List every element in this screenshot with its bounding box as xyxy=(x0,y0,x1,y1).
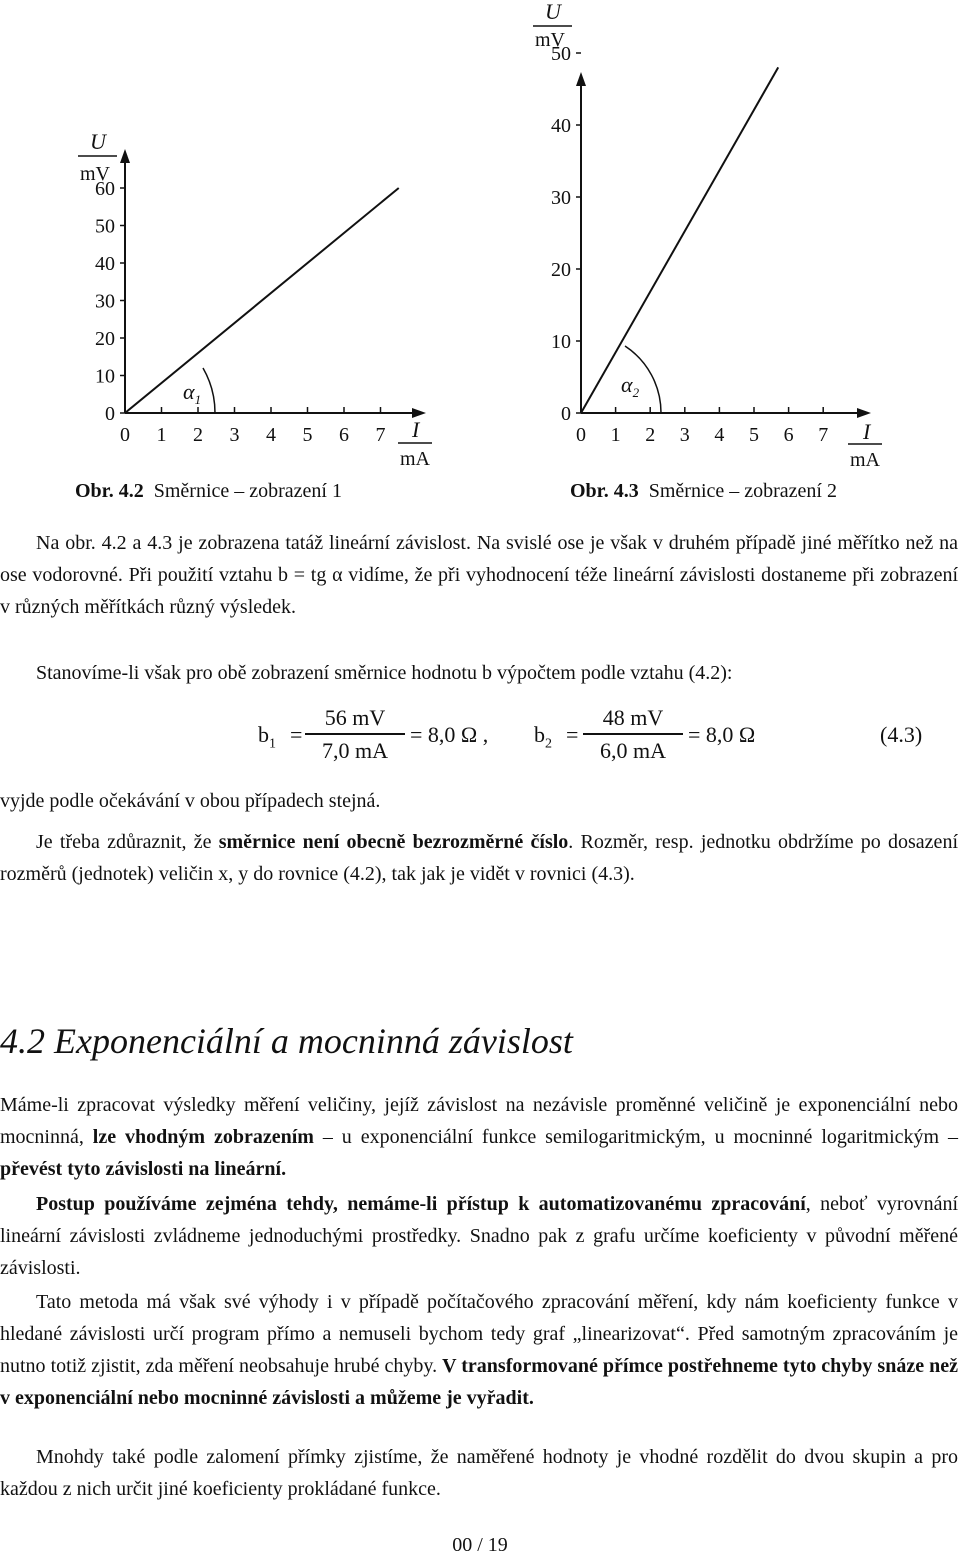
fig2-x-title: I xyxy=(863,419,871,444)
paragraph-4: Je třeba zdůraznit, že směrnice není obecně bezrozměrné číslo. Rozměr, resp. jednotku obdržíme po dosazení rozměrů (jednotek) veličin x, y do rovnice (4.2), tak jak je vidět v rovnici (4.3). xyxy=(0,831,958,885)
fig1-x-tick-label: 4 xyxy=(266,424,276,446)
fig2-x-unit: mA xyxy=(850,449,880,471)
page-number: 00 / 19 xyxy=(452,1534,508,1556)
fig2-y-tick-label: 20 xyxy=(551,259,571,281)
fig1-angle-arc xyxy=(203,368,215,413)
eq-result-2: = 8,0 Ω xyxy=(688,722,756,747)
fig1-x-tick-label: 7 xyxy=(375,424,386,446)
fig2-y-title: U xyxy=(545,0,561,24)
figure-1-caption-label: Obr. 4.2 xyxy=(75,480,144,502)
paragraph-3: vyjde podle očekávání v obou případech stejná. xyxy=(0,790,381,812)
fig1-y-tick-label: 20 xyxy=(95,328,115,350)
eq-num-1: 56 mV xyxy=(324,705,386,730)
fig1-y-tick-label: 10 xyxy=(95,365,115,388)
section-heading: 4.2 Exponenciální a mocninná závislost xyxy=(0,1021,573,1061)
eq-ref: (4.3) xyxy=(880,722,923,747)
fig1-y-tick-label: 50 xyxy=(95,215,115,238)
fig1-y-tick-label: 0 xyxy=(105,403,115,425)
fig1-x-tick-label: 6 xyxy=(339,424,349,446)
fig1-y-tick-label: 40 xyxy=(95,253,115,275)
paragraph-8: Mnohdy také podle zalomení přímky zjistíme, že naměřené hodnoty je vhodné rozdělit do dvou skupin a pro každou z nich určit jiné koeficienty prokládané funkce. xyxy=(0,1446,958,1500)
fig2-x-tick-label: 3 xyxy=(679,424,690,446)
fig2-y-arrow-icon xyxy=(576,72,586,86)
fig2-x-tick-label: 7 xyxy=(818,424,829,446)
eq-equals-1: = xyxy=(290,722,303,747)
figure-2-caption-label: Obr. 4.3 xyxy=(570,480,639,502)
figure-2-caption-text: Směrnice – zobrazení 2 xyxy=(648,480,837,502)
fig2-x-tick-label: 4 xyxy=(714,424,725,446)
fig2-x-tick-label: 2 xyxy=(645,424,656,446)
paragraph-5: Máme-li zpracovat výsledky měření veličiny, jejíž závislost na nezávisle proměnné veličině je exponenciální nebo mocninná, lze vhodným zobrazením – u exponenciální funkce semilogaritmickým, u mocninné logaritmickým – převést tyto závislosti na lineární. xyxy=(0,1094,958,1180)
fig2-y-tick-label: 30 xyxy=(551,187,571,209)
fig2-y-tick-label: 40 xyxy=(551,115,571,137)
fig1-x-unit: mA xyxy=(400,448,430,470)
fig2-x-tick-label: 5 xyxy=(749,424,759,446)
fig1-angle-label: $\alpha_1$ xyxy=(183,379,202,407)
emphasis-slope: směrnice není obecně bezrozměrné číslo xyxy=(218,831,569,853)
fig2-x-tick-label: 6 xyxy=(783,424,794,446)
fig2-y-tick-label: 50 xyxy=(551,43,571,65)
fig1-data-line xyxy=(125,188,399,413)
fig1-x-tick-label: 1 xyxy=(156,424,167,446)
eq-equals-2: = xyxy=(566,722,579,747)
fig1-x-tick-label: 2 xyxy=(193,424,203,446)
paragraph-2: Stanovíme-li však pro obě zobrazení směrnice hodnotu b výpočtem podle vztahu (4.2): xyxy=(36,662,733,684)
figure-1-caption xyxy=(75,480,342,503)
figure-1-chart xyxy=(60,125,460,475)
eq-den-1: 7,0 mA xyxy=(322,738,388,763)
fig2-x-arrow-icon xyxy=(857,408,871,418)
fig2-data-line xyxy=(581,67,778,413)
fig2-y-tick-label: 0 xyxy=(561,403,571,425)
eq-b1: $b_1$ xyxy=(258,722,276,752)
eq-result-1: = 8,0 Ω , xyxy=(410,722,489,747)
fig1-y-tick-label: 30 xyxy=(95,290,115,313)
fig1-x-title: I xyxy=(412,417,420,442)
paragraph-1: Na obr. 4.2 a 4.3 je zobrazena tatáž lineární závislost. Na svislé ose je však v druhém případě jiné měřítko než na ose vodorovné. Při použití vztahu b = tg α vidíme, že při vyhodnocení téže lineární závislosti dostaneme při zobrazení v různých měřítkách různý výsledek. xyxy=(0,532,958,618)
eq-b2: $b_2$ xyxy=(534,722,552,752)
fig1-x-tick-label: 5 xyxy=(302,424,313,446)
paragraph-7: Tato metoda má však své výhody i v případě počítačového zpracování měření, kdy nám koeficienty funkce v hledané závislosti určí program přímo a nemuseli bychom tedy graf „linearizovat“. Před samotným zpracováním je nutno totiž zjistit, zda měření neobsahuje hrubé chyby. V transformované přímce postřehneme tyto chyby snáze než v exponenciální nebo mocninné závislosti a můžeme je vyřadit. xyxy=(0,1291,958,1409)
fig1-y-unit: mV xyxy=(80,163,110,185)
fig1-y-arrow-icon xyxy=(120,149,130,163)
figure-2-caption xyxy=(570,480,837,503)
fig1-y-title: U xyxy=(90,129,106,154)
eq-num-2: 48 mV xyxy=(602,705,664,730)
fig2-x-tick-label: 1 xyxy=(610,424,621,446)
fig2-y-tick-label: 10 xyxy=(551,331,571,353)
fig1-x-tick-label: 3 xyxy=(229,424,240,446)
fig2-angle-label: $\alpha_2$ xyxy=(621,372,640,400)
eq-den-2: 6,0 mA xyxy=(600,738,666,763)
fig2-x-tick-label: 0 xyxy=(576,424,586,446)
fig1-y-tick-label: 60 xyxy=(95,178,115,200)
figure-1-caption-text: Směrnice – zobrazení 1 xyxy=(153,480,342,502)
figure-2-chart xyxy=(515,0,915,475)
paragraph-6: Postup používáme zejména tehdy, nemáme-li přístup k automatizovanému zpracování, neboť vyrovnání lineární závislosti zvládneme jednoduchými prostředky. Snadno pak z grafu určíme koeficienty v původní měřené závislosti. xyxy=(0,1193,958,1279)
fig2-y-unit: mV xyxy=(535,29,565,51)
fig1-x-tick-label: 0 xyxy=(120,424,130,446)
